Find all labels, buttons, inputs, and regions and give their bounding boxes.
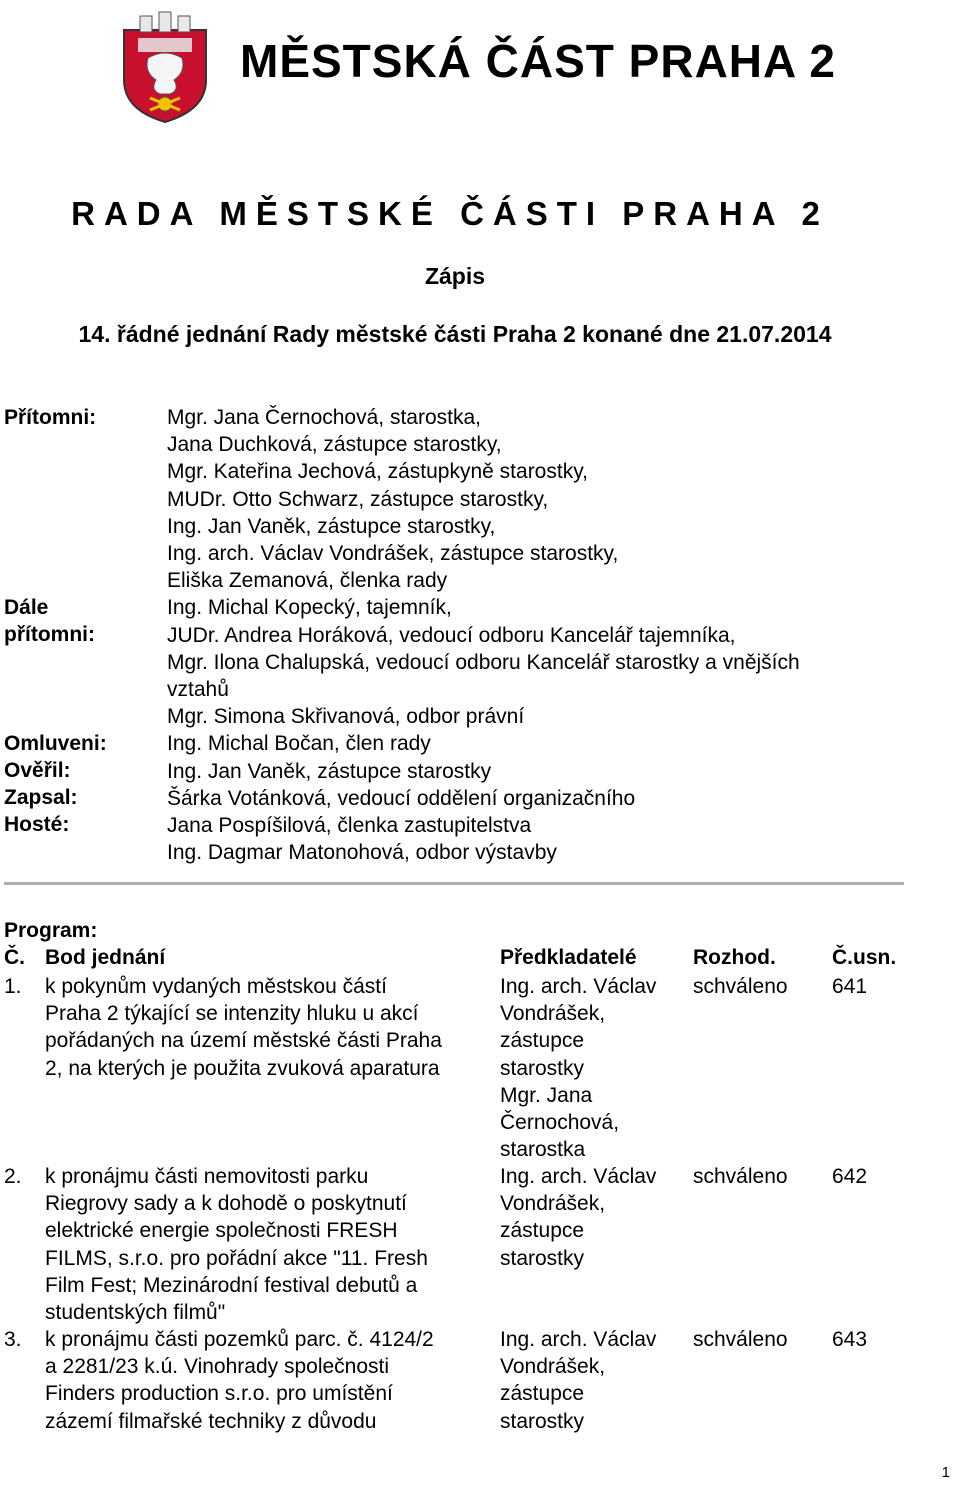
row-item-line: k pokynům vydaných městskou částí — [45, 975, 387, 998]
row-number: 1. — [4, 975, 22, 998]
meeting-heading: 14. řádné jednání Rady městské části Praha 2 konané dne 21.07.2014 — [78, 321, 832, 347]
attendance-line: JUDr. Andrea Horáková, vedoucí odboru Kancelář tajemníka, — [167, 623, 736, 647]
attendance-list — [167, 404, 947, 866]
row-item-line: Riegrovy sady a k dohodě o poskytnutí — [45, 1192, 407, 1216]
row-item-line: zázemí filmařské techniky z důvodu — [45, 1409, 377, 1433]
row-presenter-line: zástupce — [500, 1219, 585, 1243]
attendance-line: Ing. Jan Vaněk, zástupce starostky, — [167, 514, 496, 538]
attendance-line: Ing. Michal Bočan, člen rady — [167, 732, 431, 756]
row-presenter-line: Ing. arch. Václav — [500, 975, 657, 998]
also-present-label-2: přítomni: — [4, 623, 95, 646]
row-decision: schváleno — [693, 1328, 788, 1351]
row-item — [45, 1163, 495, 1326]
column-header-item: Bod jednání — [45, 946, 166, 969]
row-presenter-line: Vondrášek, — [500, 1192, 606, 1216]
attendance-line: Ing. Dagmar Matonohová, odbor výstavby — [167, 841, 557, 865]
document-subtitle: Zápis — [424, 263, 486, 289]
row-item-line: Film Fest; Mezinárodní festival debutů a — [45, 1273, 418, 1297]
section-divider — [4, 882, 904, 885]
column-header-decision: Rozhod. — [693, 946, 776, 969]
row-resolution: 641 — [832, 975, 868, 998]
verified-label: Ověřil: — [4, 759, 71, 782]
row-item-line: Praha 2 týkající se intenzity hluku u akcí — [45, 1002, 419, 1026]
row-number: 2. — [4, 1165, 22, 1188]
row-resolution: 642 — [832, 1165, 868, 1188]
attendance-line: Ing. Michal Kopecký, tajemník, — [167, 596, 452, 620]
column-header-presenter: Předkladatelé — [500, 946, 637, 969]
coat-of-arms-logo — [110, 10, 220, 125]
recorded-label: Zapsal: — [4, 786, 78, 809]
row-presenter-line: Černochová, — [500, 1111, 620, 1135]
row-presenter-line: zástupce — [500, 1029, 585, 1053]
attendance-line: Eliška Zemanová, členka rady — [167, 569, 448, 593]
row-item-line: elektrické energie společnosti FRESH — [45, 1219, 398, 1243]
row-item-line: k pronájmu části pozemků parc. č. 4124/2 — [45, 1328, 434, 1351]
row-item-line: k pronájmu části nemovitosti parku — [45, 1165, 369, 1188]
row-presenter — [500, 1326, 690, 1435]
row-item-line: Finders production s.r.o. pro umístění — [45, 1382, 393, 1406]
row-item-line: FILMS, s.r.o. pro pořádní akce "11. Fresh — [45, 1246, 428, 1270]
guests-label: Hosté: — [4, 813, 70, 836]
attendance-line: Mgr. Ilona Chalupská, vedoucí odboru Kancelář starostky a vnějších — [167, 650, 800, 674]
row-presenter-line: Vondrášek, — [500, 1355, 606, 1379]
row-item — [45, 973, 495, 1082]
row-item-line: pořádaných na území městské části Praha — [45, 1029, 442, 1053]
row-presenter-line: starostky — [500, 1409, 585, 1433]
row-item-line: 2, na kterých je použita zvuková aparatura — [45, 1056, 440, 1080]
row-presenter-line: Ing. arch. Václav — [500, 1328, 657, 1351]
row-presenter-line: starostky — [500, 1056, 585, 1080]
row-presenter-line: Mgr. Jana — [500, 1083, 593, 1107]
attendance-line: Mgr. Jana Černochová, starostka, — [167, 406, 481, 429]
attendance-line: Mgr. Simona Skřivanová, odbor právní — [167, 705, 525, 729]
attendance-line: Ing. arch. Václav Vondrášek, zástupce starostky, — [167, 542, 619, 566]
municipality-header: MĚSTSKÁ ČÁST PRAHA 2 — [240, 35, 836, 87]
row-decision: schváleno — [693, 975, 788, 998]
row-item-line: a 2281/23 k.ú. Vinohrady společnosti — [45, 1355, 390, 1379]
row-presenter-line: Ing. arch. Václav — [500, 1165, 657, 1188]
row-resolution: 643 — [832, 1328, 868, 1351]
row-presenter-line: starostka — [500, 1138, 586, 1162]
row-presenter-line: Vondrášek, — [500, 1002, 606, 1026]
attendance-line: Ing. Jan Vaněk, zástupce starostky — [167, 759, 492, 783]
excused-label: Omluveni: — [4, 732, 107, 755]
also-present-label-1: Dále — [4, 596, 49, 619]
column-header-number: Č. — [4, 946, 25, 969]
attendance-line: Jana Pospíšilová, členka zastupitelstva — [167, 814, 532, 838]
document-title: RADA MĚSTSKÉ ČÁSTI PRAHA 2 — [71, 195, 829, 232]
attendance-line: Mgr. Kateřina Jechová, zástupkyně starostky, — [167, 460, 588, 484]
row-presenter — [500, 973, 690, 1163]
program-label: Program: — [4, 919, 98, 942]
attendance-line: Šárka Votánková, vedoucí oddělení organizačního — [167, 786, 636, 810]
row-presenter-line: starostky — [500, 1246, 585, 1270]
attendance-line: Jana Duchková, zástupce starostky, — [167, 433, 502, 457]
page-number: 1 — [941, 1464, 950, 1481]
row-number: 3. — [4, 1328, 22, 1351]
row-presenter-line: zástupce — [500, 1382, 585, 1406]
row-item-line: studentských filmů" — [45, 1301, 226, 1325]
row-presenter — [500, 1163, 690, 1272]
present-label: Přítomni: — [4, 406, 97, 429]
row-item — [45, 1326, 495, 1435]
row-decision: schváleno — [693, 1165, 788, 1188]
attendance-line: MUDr. Otto Schwarz, zástupce starostky, — [167, 487, 549, 511]
attendance-line: vztahů — [167, 678, 229, 702]
column-header-resolution: Č.usn. — [832, 946, 897, 969]
